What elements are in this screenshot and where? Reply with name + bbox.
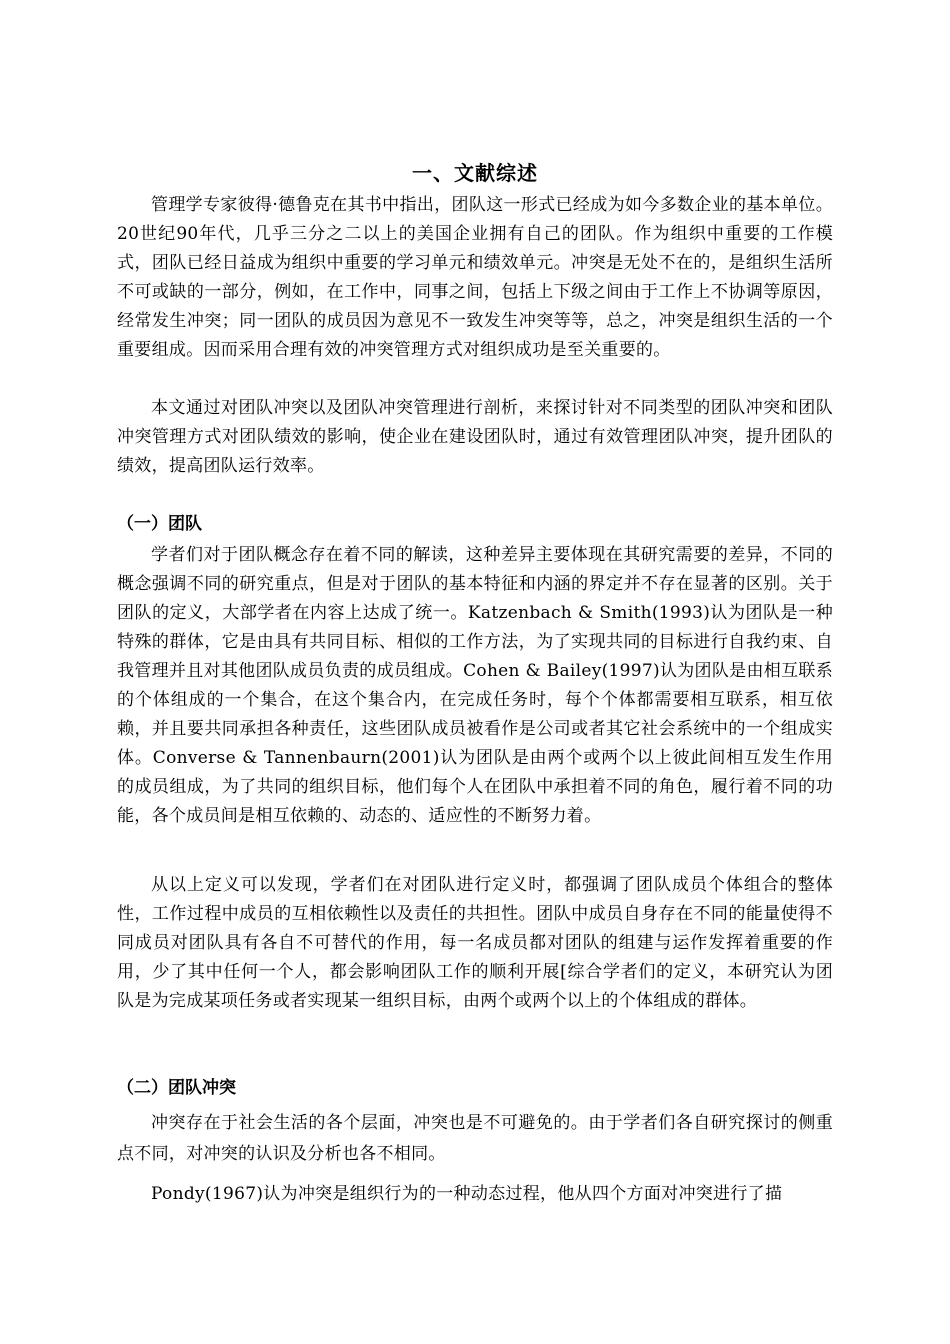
intro-paragraph-2: 本文通过对团队冲突以及团队冲突管理进行剖析，来探讨针对不同类型的团队冲突和团队冲突管理方式对团队绩效的影响，使企业在建设团队时，通过有效管理团队冲突，提升团队的绩效，提高团队运行效率。 xyxy=(117,398,833,476)
document-title: 一、文献综述 xyxy=(412,161,538,185)
section2-paragraph-1: 冲突存在于社会生活的各个层面，冲突也是不可避免的。由于学者们各自研究探讨的侧重点不同，对冲突的认识及分析也各不相同。 xyxy=(117,1113,833,1164)
section-heading-team-conflict: （二）团队冲突 xyxy=(117,1078,236,1098)
section2-paragraph-2: Pondy(1967)认为冲突是组织行为的一种动态过程，他从四个方面对冲突进行了描 xyxy=(151,1184,783,1204)
section1-paragraph-2: 从以上定义可以发现，学者们在对团队进行定义时，都强调了团队成员个体组合的整体性，工作过程中成员的互相依赖性以及责任的共担性。团队中成员自身存在不同的能量使得不同成员对团队具有各自不可替代的作用，每一名成员都对团队的组建与运作发挥着重要的作用，少了其中任何一个人，都会影响团队工作的顺利开展[综合学者们的定义，本研究认为团队是为完成某项任务或者实现某一组织目标，由两个或两个以上的个体组成的群体。 xyxy=(117,875,833,1011)
section-heading-team: （一）团队 xyxy=(117,514,202,534)
intro-paragraph-1: 管理学专家彼得·德鲁克在其书中指出，团队这一形式已经成为如今多数企业的基本单位。20世纪90年代，几乎三分之二以上的美国企业拥有自己的团队。作为组织中重要的工作模式，团队已经日益成为组织中重要的学习单元和绩效单元。冲突是无处不在的，是组织生活所不可或缺的一部分，例如，在工作中，同事之间，包括上下级之间由于工作上不协调等原因，经常发生冲突；同一团队的成员因为意见不一致发生冲突等等，总之，冲突是组织生活的一个重要组成。因而采用合理有效的冲突管理方式对组织成功是至关重要的。 xyxy=(117,195,833,360)
section1-paragraph-1: 学者们对于团队概念存在着不同的解读，这种差异主要体现在其研究需要的差异，不同的概念强调不同的研究重点，但是对于团队的基本特征和内涵的界定并不存在显著的区别。关于团队的定义，大部学者在内容上达成了统一。Katzenbach & Smith(1993)认为团队是一种特殊的群体，它是由具有共同目标、相似的工作方法，为了实现共同的目标进行自我约束、自我管理并且对其他团队成员负责的成员组成。Cohen & Bailey(1997)认为团队是由相互联系的个体组成的一个集合，在这个集合内，在完成任务时，每个个体都需要相互联系，相互依赖，并且要共同承担各种责任，这些团队成员被看作是公司或者其它社会系统中的一个组成实体。Converse & Tannenbaurn(2001)认为团队是由两个或两个以上彼此间相互发生作用的成员组成，为了共同的组织目标，他们每个人在团队中承担着不同的角色，履行着不同的功能，各个成员间是相互依赖的、动态的、适应性的不断努力着。 xyxy=(117,545,833,826)
